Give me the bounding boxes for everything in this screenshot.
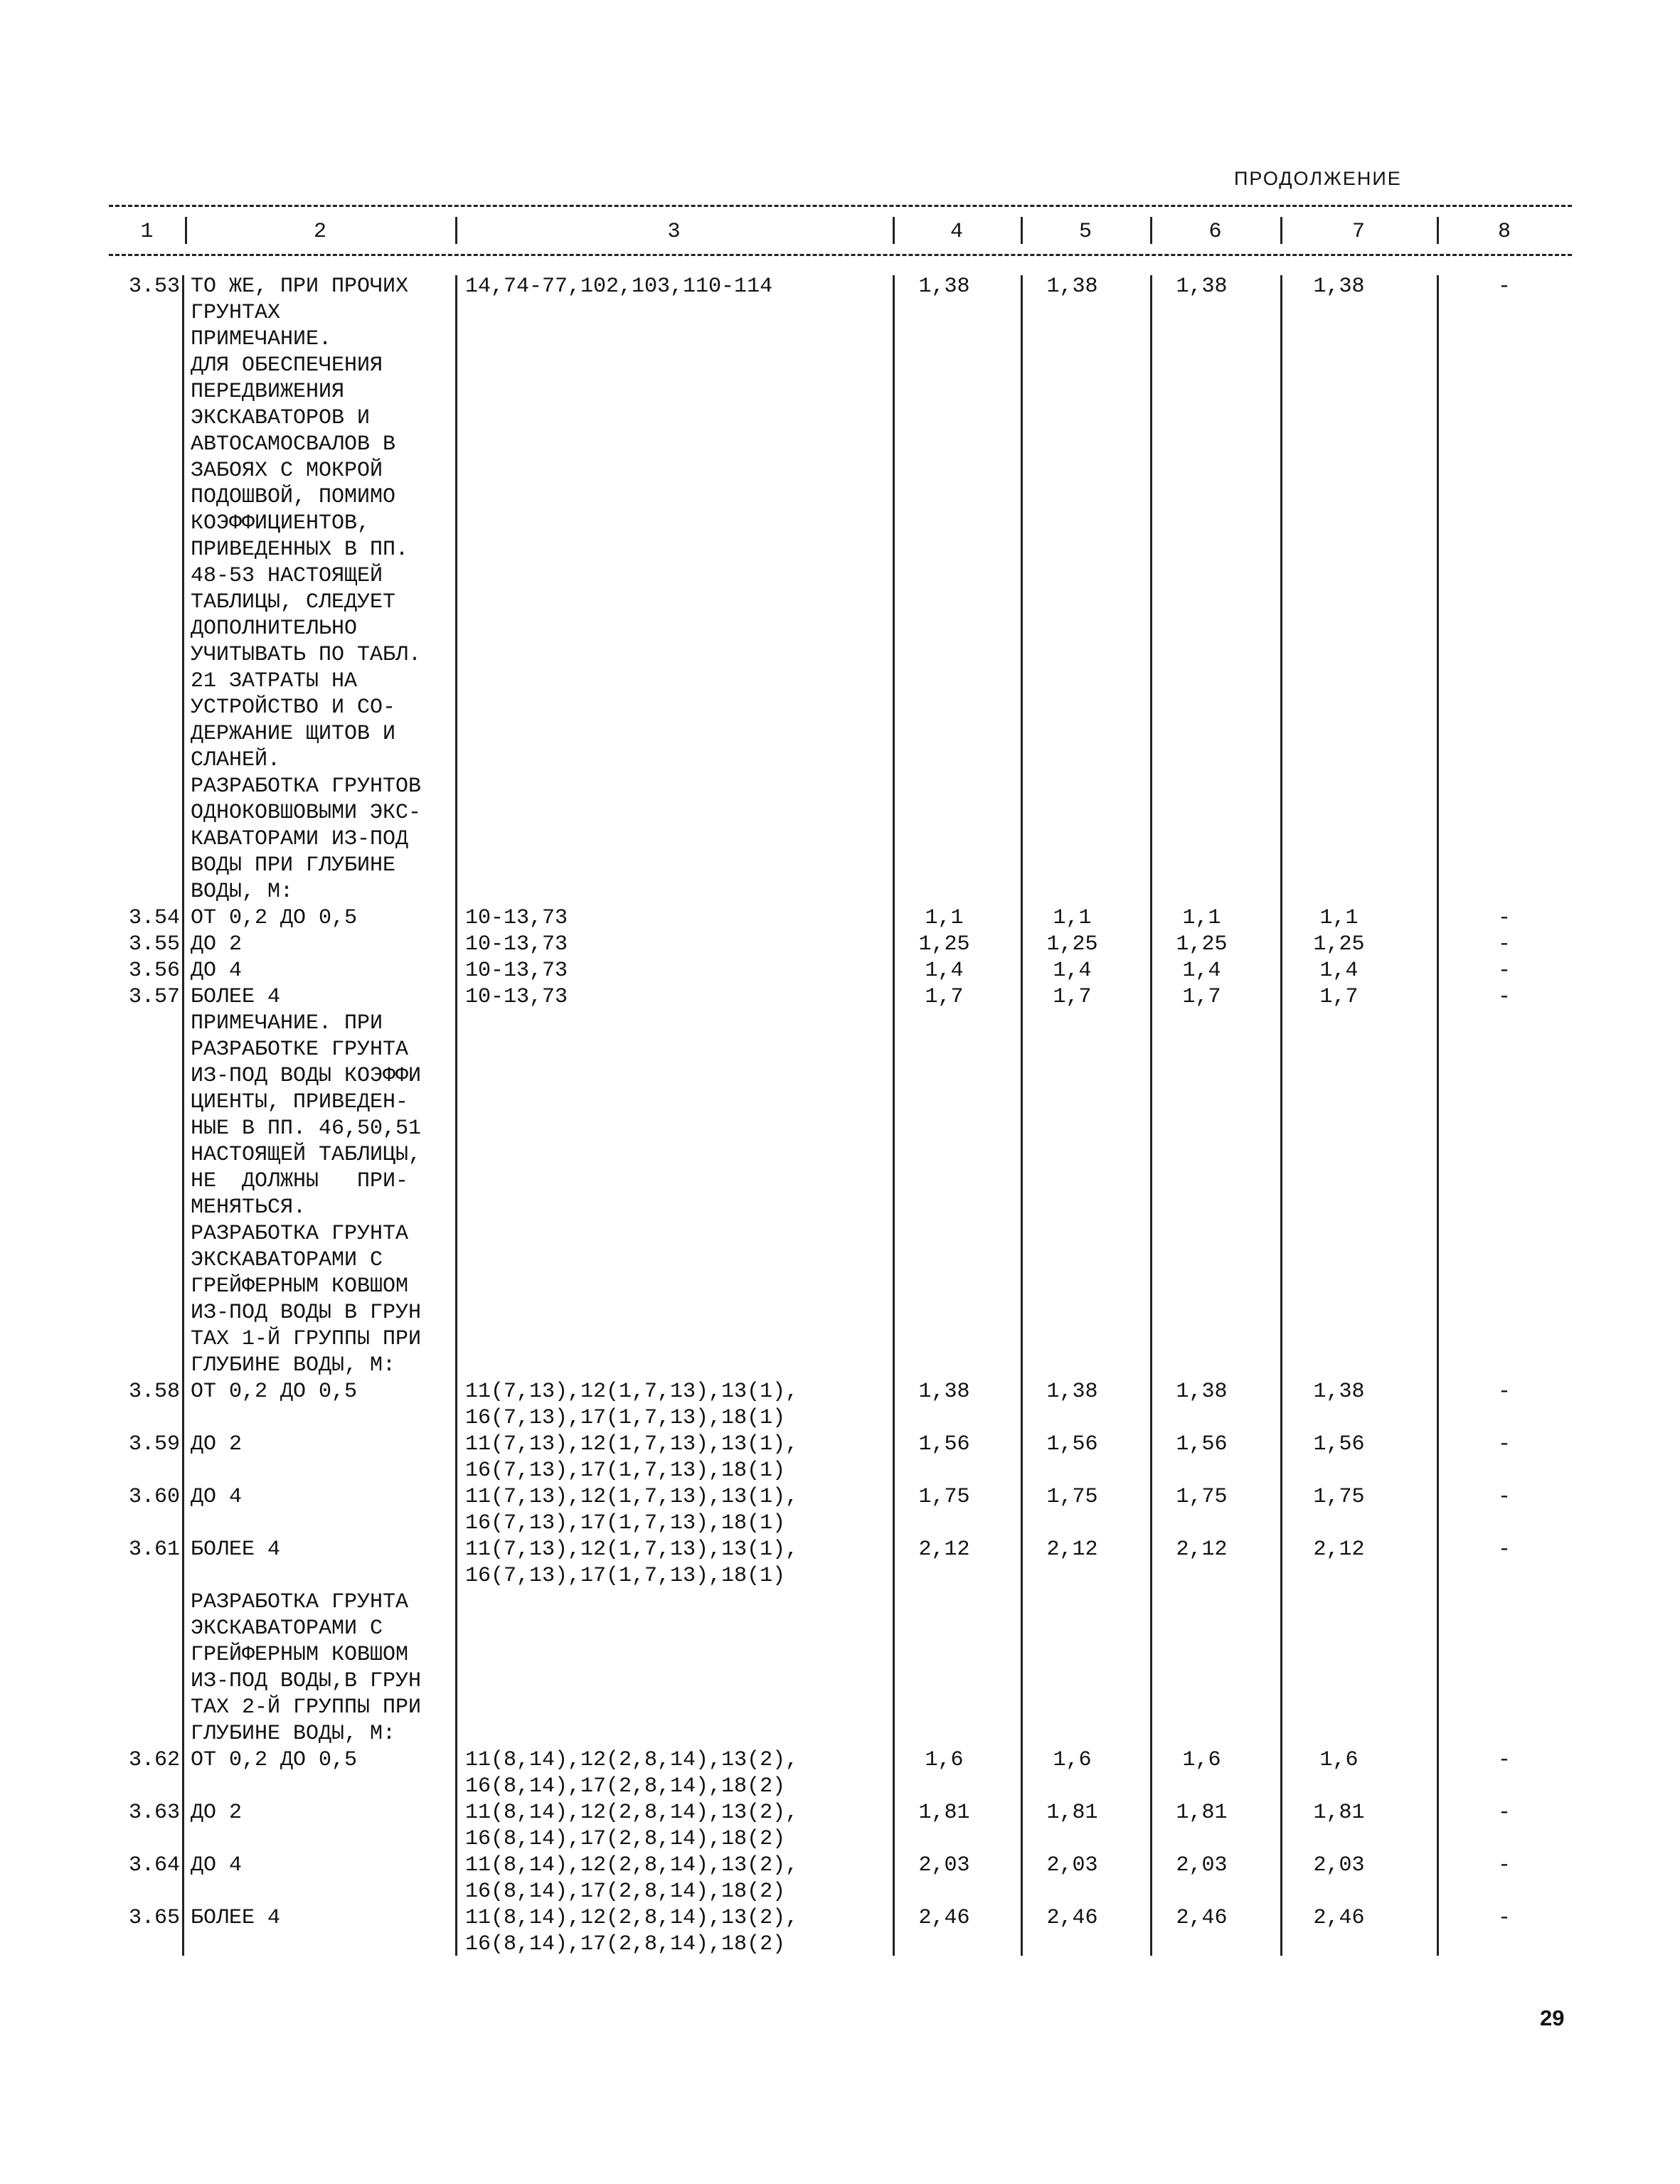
row-description-line: ПЕРЕДВИЖЕНИЯ [191,380,345,404]
cell-c4: 1,1 [925,906,964,930]
row-description-line: ДЛЯ ОБЕСПЕЧЕНИЯ [191,353,383,378]
cell-c4: 1,25 [918,932,970,957]
row-description-line: ЭКСКАВАТОРАМИ С [191,1616,383,1641]
cell-c7: 2,03 [1313,1853,1365,1877]
row-reference-line: 11(8,14),12(2,8,14),13(2), [465,1853,799,1877]
cell-c5: 1,56 [1046,1432,1098,1456]
cell-c6: 1,81 [1176,1801,1228,1825]
row-number: 3.62 [128,1748,180,1772]
row-number: 3.54 [128,906,180,930]
cell-c4: 1,38 [918,275,970,299]
row-description-line: ОТ 0,2 ДО 0,5 [191,1748,358,1772]
row-description-line: ОДНОКОВШОВЫМИ ЭКС- [191,801,422,825]
cell-c5: 1,38 [1046,1380,1098,1404]
cell-c7: 2,12 [1313,1538,1365,1562]
row-reference-line: 11(7,13),12(1,7,13),13(1), [465,1432,799,1456]
header-bottom-rule [109,254,1572,256]
row-number: 3.61 [128,1538,180,1562]
row-description-line: ИЗ-ПОД ВОДЫ В ГРУН [191,1301,422,1325]
row-description-line: ОТ 0,2 ДО 0,5 [191,906,358,930]
cell-c5: 1,7 [1053,985,1092,1009]
cell-c6: 1,6 [1182,1748,1221,1772]
body-separator [893,275,895,1956]
row-reference-line: 11(7,13),12(1,7,13),13(1), [465,1485,799,1509]
row-description-line: БОЛЕЕ 4 [191,1906,281,1930]
cell-c7: 1,81 [1313,1801,1365,1825]
row-description-line: ПОДОШВОЙ, ПОМИМО [191,485,396,509]
row-description-line: ГРУНТАХ [191,301,281,325]
row-reference-line: 11(8,14),12(2,8,14),13(2), [465,1748,799,1772]
cell-c7: 1,38 [1313,1380,1365,1404]
body-separator [1021,275,1023,1956]
row-description-line: НЫЕ В ПП. 46,50,51 [191,1117,422,1141]
column-header-4: 4 [950,220,963,244]
row-description-line: ПРИМЕЧАНИЕ. [191,327,332,351]
row-reference-line: 10-13,73 [465,932,568,957]
row-description-line: НАСТОЯЩЕЙ ТАБЛИЦЫ, [191,1143,422,1167]
body-separator-2-3 [455,275,457,1956]
row-description-line: ДО 4 [191,1853,243,1877]
row-description-line: ПРИВЕДЕННЫХ В ПП. [191,538,409,562]
cell-c6: 1,4 [1182,959,1221,983]
row-reference-line: 11(8,14),12(2,8,14),13(2), [465,1801,799,1825]
row-description-line: ТО ЖЕ, ПРИ ПРОЧИХ [191,275,409,299]
header-separator [1280,217,1282,244]
cell-c4: 2,46 [918,1906,970,1930]
row-reference-line: 16(8,14),17(2,8,14),18(2) [465,1827,786,1851]
column-header-7: 7 [1351,220,1365,244]
column-header-2: 2 [313,220,326,244]
cell-c6: 1,75 [1176,1485,1228,1509]
row-description-line: ОТ 0,2 ДО 0,5 [191,1380,358,1404]
cell-c6: 1,1 [1182,906,1221,930]
row-reference-line: 10-13,73 [465,906,568,930]
row-reference-line: 10-13,73 [465,959,568,983]
row-description-line: 48-53 НАСТОЯЩЕЙ [191,564,383,588]
cell-c5: 1,81 [1046,1801,1098,1825]
cell-c8: - [1497,1485,1511,1509]
row-description-line: ДО 4 [191,959,243,983]
header-separator [1021,217,1023,244]
row-description-line: ТАБЛИЦЫ, СЛЕДУЕТ [191,590,396,614]
cell-c6: 1,25 [1176,932,1228,957]
row-description-line: ЭКСКАВАТОРОВ И [191,406,371,430]
cell-c5: 2,12 [1046,1538,1098,1562]
row-description-line: ВОДЫ ПРИ ГЛУБИНЕ [191,853,396,878]
row-reference-line: 14,74-77,102,103,110-114 [465,275,773,299]
column-header-5: 5 [1078,220,1092,244]
cell-c8: - [1497,275,1511,299]
cell-c8: - [1497,1538,1511,1562]
row-description-line: ЭКСКАВАТОРАМИ С [191,1248,383,1272]
row-reference-line: 11(8,14),12(2,8,14),13(2), [465,1906,799,1930]
cell-c7: 1,4 [1319,959,1359,983]
cell-c7: 1,7 [1319,985,1359,1009]
row-description-line: КАВАТОРАМИ ИЗ-ПОД [191,827,409,851]
cell-c5: 1,25 [1046,932,1098,957]
column-header-8: 8 [1497,220,1511,244]
row-number: 3.58 [128,1380,180,1404]
row-description-line: ДО 4 [191,1485,243,1509]
cell-c8: - [1497,932,1511,957]
row-description-line: ДЕРЖАНИЕ ЩИТОВ И [191,722,396,746]
row-description-line: СЛАНЕЙ. [191,748,281,772]
row-description-line: КОЭФФИЦИЕНТОВ, [191,511,371,536]
row-description-line: АВТОСАМОСВАЛОВ В [191,432,396,457]
row-description-line: ГРЕЙФЕРНЫМ КОВШОМ [191,1274,409,1299]
cell-c4: 1,56 [918,1432,970,1456]
cell-c5: 1,38 [1046,275,1098,299]
cell-c6: 1,38 [1176,275,1228,299]
row-reference-line: 11(7,13),12(1,7,13),13(1), [465,1380,799,1404]
cell-c7: 2,46 [1313,1906,1365,1930]
cell-c6: 2,46 [1176,1906,1228,1930]
row-description-line: ПРИМЕЧАНИЕ. ПРИ [191,1011,383,1035]
row-description-line: ГЛУБИНЕ ВОДЫ, М: [191,1722,396,1746]
cell-c4: 1,81 [918,1801,970,1825]
cell-c4: 1,6 [925,1748,964,1772]
row-description-line: РАЗРАБОТКА ГРУНТА [191,1222,409,1246]
row-description-line: ТАХ 2-Й ГРУППЫ ПРИ [191,1695,422,1720]
cell-c5: 1,1 [1053,906,1092,930]
row-description-line: РАЗРАБОТКЕ ГРУНТА [191,1038,409,1062]
row-description-line: УСТРОЙСТВО И СО- [191,696,396,720]
header-separator [455,217,457,244]
row-number: 3.63 [128,1801,180,1825]
cell-c8: - [1497,906,1511,930]
row-reference-line: 16(7,13),17(1,7,13),18(1) [465,1459,786,1483]
cell-c7: 1,1 [1319,906,1359,930]
row-description-line: РАЗРАБОТКА ГРУНТА [191,1590,409,1614]
cell-c4: 2,12 [918,1538,970,1562]
column-header-6: 6 [1208,220,1222,244]
row-reference-line: 16(8,14),17(2,8,14),18(2) [465,1932,786,1956]
row-number: 3.59 [128,1432,180,1456]
row-description-line: ТАХ 1-Й ГРУППЫ ПРИ [191,1327,422,1351]
row-description-line: ГЛУБИНЕ ВОДЫ, М: [191,1353,396,1378]
table-top-rule [109,205,1572,207]
row-number: 3.65 [128,1906,180,1930]
row-description-line: ДО 2 [191,932,243,957]
row-description-line: ИЗ-ПОД ВОДЫ,В ГРУН [191,1669,422,1693]
row-number: 3.60 [128,1485,180,1509]
cell-c7: 1,56 [1313,1432,1365,1456]
row-description-line: БОЛЕЕ 4 [191,1538,281,1562]
row-reference-line: 16(7,13),17(1,7,13),18(1) [465,1564,786,1588]
row-reference-line: 11(7,13),12(1,7,13),13(1), [465,1538,799,1562]
row-description-line: ДОПОЛНИТЕЛЬНО [191,617,358,641]
cell-c4: 1,4 [925,959,964,983]
cell-c8: - [1497,1432,1511,1456]
body-separator [1280,275,1282,1956]
row-description-line: ДО 2 [191,1432,243,1456]
cell-c5: 2,46 [1046,1906,1098,1930]
cell-c8: - [1497,959,1511,983]
row-number: 3.55 [128,932,180,957]
row-reference-line: 16(8,14),17(2,8,14),18(2) [465,1774,786,1799]
cell-c5: 1,6 [1053,1748,1092,1772]
cell-c8: - [1497,1380,1511,1404]
row-description-line: НЕ ДОЛЖНЫ ПРИ- [191,1169,409,1193]
row-description-line: ДО 2 [191,1801,243,1825]
body-separator [1437,275,1439,1956]
cell-c6: 1,38 [1176,1380,1228,1404]
row-description-line: ИЗ-ПОД ВОДЫ КОЭФФИ [191,1064,422,1088]
continuation-header: ПРОДОЛЖЕНИЕ [1234,168,1402,189]
cell-c7: 1,38 [1313,275,1365,299]
header-separator [1437,217,1439,244]
cell-c7: 1,75 [1313,1485,1365,1509]
cell-c5: 1,75 [1046,1485,1098,1509]
cell-c4: 2,03 [918,1853,970,1877]
row-description-line: ЗАБОЯХ С МОКРОЙ [191,459,383,483]
row-description-line: БОЛЕЕ 4 [191,985,281,1009]
row-description-line: 21 ЗАТРАТЫ НА [191,669,358,693]
header-separator [893,217,895,244]
column-header-3: 3 [667,220,681,244]
cell-c8: - [1497,1748,1511,1772]
row-description-line: РАЗРАБОТКА ГРУНТОВ [191,774,422,799]
row-reference-line: 10-13,73 [465,985,568,1009]
cell-c4: 1,75 [918,1485,970,1509]
row-description-line: ВОДЫ, М: [191,880,294,904]
body-separator-1-2 [182,275,184,1956]
row-reference-line: 16(7,13),17(1,7,13),18(1) [465,1511,786,1535]
page-number: 29 [1540,2005,1565,2030]
cell-c8: - [1497,1906,1511,1930]
cell-c4: 1,38 [918,1380,970,1404]
cell-c6: 2,12 [1176,1538,1228,1562]
body-separator [1150,275,1152,1956]
cell-c6: 1,56 [1176,1432,1228,1456]
header-separator [1150,217,1152,244]
row-number: 3.64 [128,1853,180,1877]
row-description-line: МЕНЯТЬСЯ. [191,1195,307,1220]
cell-c6: 2,03 [1176,1853,1228,1877]
cell-c4: 1,7 [925,985,964,1009]
cell-c8: - [1497,1853,1511,1877]
header-separator [185,217,187,244]
cell-c7: 1,6 [1319,1748,1359,1772]
row-number: 3.53 [128,275,180,299]
cell-c7: 1,25 [1313,932,1365,957]
row-reference-line: 16(8,14),17(2,8,14),18(2) [465,1880,786,1904]
row-description-line: ГРЕЙФЕРНЫМ КОВШОМ [191,1643,409,1667]
row-number: 3.56 [128,959,180,983]
row-reference-line: 16(7,13),17(1,7,13),18(1) [465,1406,786,1430]
cell-c6: 1,7 [1182,985,1221,1009]
cell-c5: 2,03 [1046,1853,1098,1877]
row-number: 3.57 [128,985,180,1009]
cell-c8: - [1497,985,1511,1009]
cell-c5: 1,4 [1053,959,1092,983]
row-description-line: ЦИЕНТЫ, ПРИВЕДЕН- [191,1090,409,1114]
cell-c8: - [1497,1801,1511,1825]
column-header-1: 1 [140,220,154,244]
row-description-line: УЧИТЫВАТЬ ПО ТАБЛ. [191,643,422,667]
